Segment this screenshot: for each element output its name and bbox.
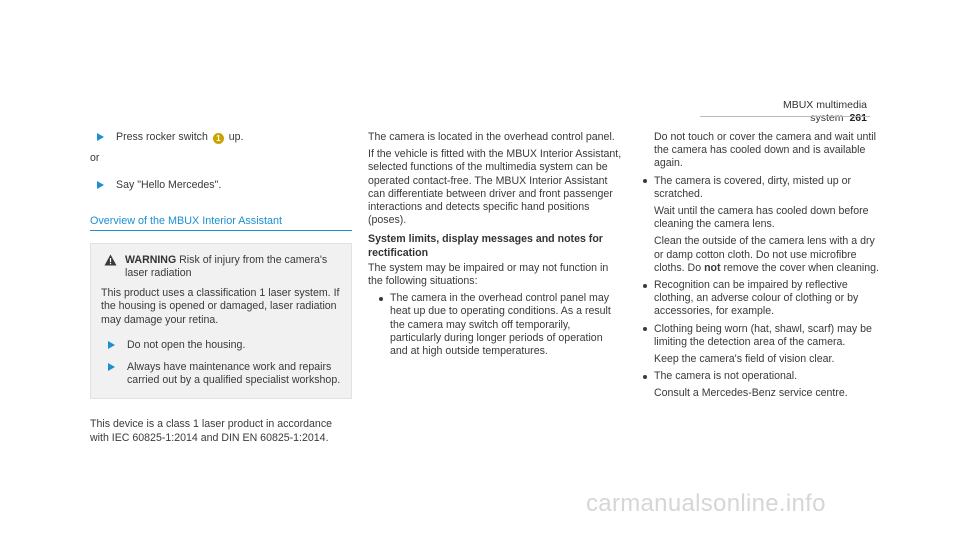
paragraph: If the vehicle is fitted with the MBUX Interior Assistant, selected functions of the multimedia system can be operated contact-free. The MBUX Interior Assistant can differentiate between driver and front passenger interactions and detects specific hand positions (poses). (368, 148, 622, 227)
warning-body: This product uses a classification 1 laser system. If the housing is opened or damaged, laser radiation may damage your retina. (101, 287, 340, 326)
paragraph: The system may be impaired or may not function in the following situations: (368, 261, 609, 288)
warning-step (101, 361, 341, 387)
sub-paragraph: Keep the camera's field of vision clear. (654, 353, 835, 366)
list-item: The camera is not operational. (640, 370, 880, 383)
page-header (727, 99, 867, 125)
bullet-list (376, 292, 623, 358)
paragraph: The camera is located in the overhead control panel. (368, 131, 615, 143)
step-arrow-icon (108, 341, 115, 349)
text-segment: Clean the outside of the camera lens with a dry or damp cotton cloth. Do not use microfibre cloths. Do (654, 235, 875, 274)
column-3 (640, 131, 880, 405)
section-title: Overview of the MBUX Interior Assistant (90, 215, 352, 231)
bullet-list (640, 175, 880, 201)
step-arrow-icon (97, 133, 104, 141)
warning-heading (101, 254, 341, 280)
sub-paragraph (640, 235, 880, 275)
column-2 (368, 131, 623, 362)
bullet-list (640, 370, 880, 383)
instruction-step (90, 179, 352, 192)
page-number: 261 (849, 112, 867, 125)
watermark: carmanualsonline.info (586, 490, 826, 517)
warning-box (90, 243, 352, 400)
rocker-switch-number-badge: 1 (213, 133, 224, 144)
step-text-tail: up. (228, 131, 244, 143)
header-title: MBUX multimedia system (782, 99, 867, 125)
text-segment: remove the cover when cleaning. (723, 261, 879, 274)
warning-title: Risk of injury from the camera's laser radiation (125, 253, 328, 280)
step-arrow-icon (108, 363, 115, 371)
step-arrow-icon (97, 181, 104, 189)
bullet-list (640, 279, 880, 349)
warning-step (101, 339, 341, 352)
column-1 (90, 131, 352, 449)
paragraph: Do not touch or cover the camera and wait until the camera has cooled down and is available again. (654, 131, 876, 170)
list-item: Recognition can be impaired by reflective clothing, an adverse colour of clothing or by accessories, for example. (640, 279, 880, 319)
list-item: Clothing being worn (hat, shawl, scarf) may be limiting the detection area of the camera. (640, 323, 880, 349)
laser-class-note: This device is a class 1 laser product in accordance with IEC 60825-1:2014 and DIN EN 60825-1:2014. (90, 418, 333, 444)
subheading: System limits, display messages and notes for rectification (368, 233, 603, 259)
warning-label: WARNING (125, 253, 177, 266)
step-text: Say "Hello Mercedes". (116, 179, 222, 192)
warning-triangle-icon (104, 254, 117, 266)
instruction-step (90, 131, 352, 144)
header-divider (700, 116, 870, 117)
sub-paragraph: Wait until the camera has cooled down before cleaning the camera lens. (654, 205, 869, 231)
list-item: The camera is covered, dirty, misted up or scratched. (640, 175, 880, 201)
sub-paragraph: Consult a Mercedes-Benz service centre. (654, 387, 848, 400)
emphasis-text: not (704, 261, 721, 274)
step-text: Always have maintenance work and repairs carried out by a qualified specialist workshop. (127, 361, 341, 387)
step-text: Do not open the housing. (127, 338, 246, 351)
list-item: The camera in the overhead control panel may heat up due to operating conditions. As a result the camera may switch off temporarily, particularly during longer periods of operation and at high outside temperatures. (376, 292, 623, 358)
step-text: Press rocker switch (116, 131, 208, 143)
or-text: or (90, 152, 100, 165)
